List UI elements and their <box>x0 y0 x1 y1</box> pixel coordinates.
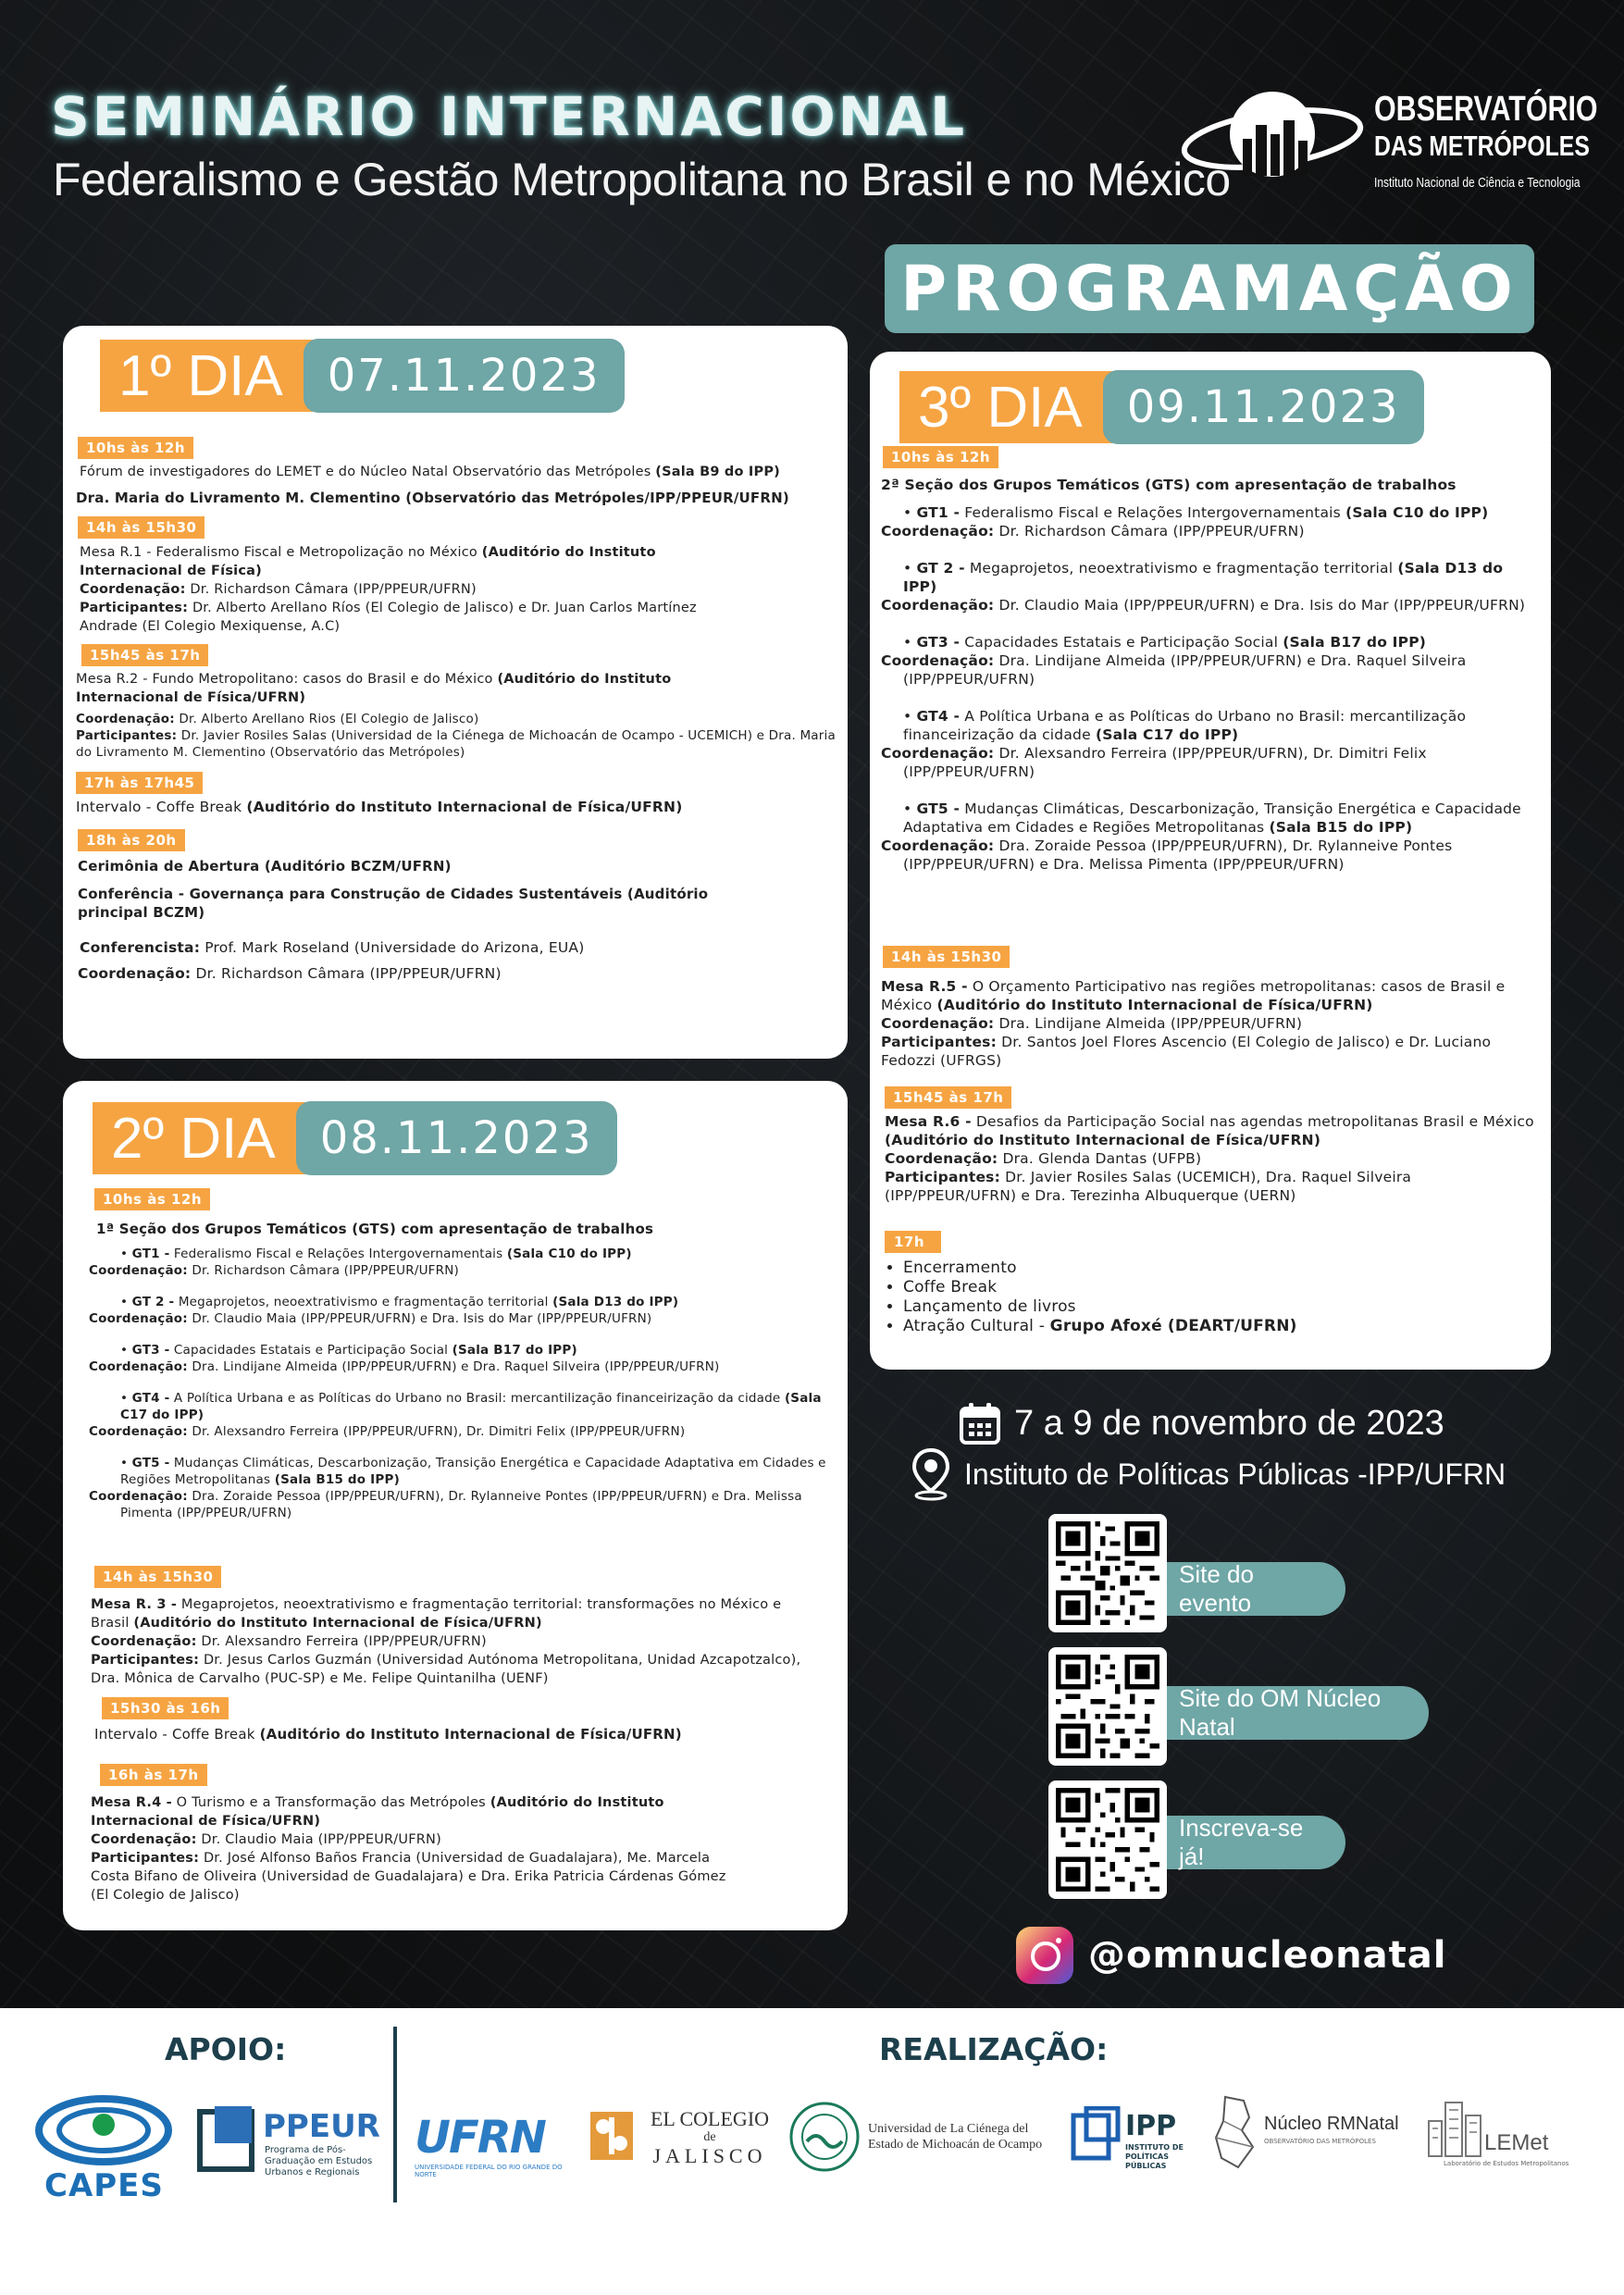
lemet-logo <box>1425 2093 1592 2177</box>
day3-gt-item: • GT4 - A Política Urbana e as Políticas do Urbano no Brasil: mercantilização financeirização da cidade (Sala C17 do IPP) Coordenação: Dr. Alexsandro Ferreira (IPP/PPEUR/UFRN), Dr. Dimitri Felix (IPP/PPEUR/UFRN) <box>881 708 1467 780</box>
qr-code-icon <box>1056 1521 1159 1625</box>
coord-text: Dr. Richardson Câmara (IPP/PPEUR/UFRN) <box>190 582 477 597</box>
day2-gt-item: • GT4 - A Política Urbana e as Políticas do Urbano no Brasil: mercantilização financeirização da cidade (Sala C17 do IPP) Coordenação: Dr. Alexsandro Ferreira (IPP/PPEUR/UFRN), Dr. Dimitri Felix (IPP/PPEUR/UFRN) <box>89 1391 822 1439</box>
ipp-mark-icon <box>1070 2106 1122 2164</box>
colegio-emblem-icon <box>589 2110 635 2162</box>
coord-text: Dr. Claudio Maia (IPP/PPEUR/UFRN) e Dra. Isis do Mar (IPP/PPEUR/UFRN) <box>192 1311 652 1326</box>
participants-text: Dr. Jesus Carlos Guzmán (Universidad Autónoma Metropolitana, Unidad Azcapotzalco), Dra. Mônica de Carvalho (PUC-SP) e Me. Felipe Quintanilha (UENF) <box>91 1653 801 1686</box>
day1-activity-1 <box>80 463 838 481</box>
ufrn-logo <box>415 2112 572 2178</box>
day1-time-4: 17h às 17h45 <box>76 772 203 794</box>
day3-gt-item: • GT 2 - Megaprojetos, neoextrativismo e fragmentação territorial (Sala D13 do IPP) Coordenação: Dr. Claudio Maia (IPP/PPEUR/UFRN) e Dra. Isis do Mar (IPP/PPEUR/UFRN) <box>881 560 1526 614</box>
lemet-text: LEMet <box>1484 2130 1549 2155</box>
day3-gt-item: • GT1 - Federalismo Fiscal e Relações Intergovernamentais (Sala C10 do IPP) Coordenação: Dr. Richardson Câmara (IPP/PPEUR/UFRN) <box>881 504 1489 540</box>
programacao-banner: PROGRAMAÇÃO <box>885 244 1534 333</box>
coord-label: Coordenação: <box>881 837 995 854</box>
closing-item <box>903 1317 1525 1336</box>
coord-label: Coordenação: <box>89 1489 188 1504</box>
nucleo-rmnatal-logo <box>1207 2093 1410 2177</box>
coord-label: Coordenação: <box>881 1015 995 1032</box>
activity-text: Mesa R.1 - Federalismo Fiscal e Metropolização no México <box>80 545 477 560</box>
day1-activity-2 <box>80 543 746 636</box>
coord-text: Dr. Alexsandro Ferreira (IPP/PPEUR/UFRN), Dr. Dimitri Felix (IPP/PPEUR/UFRN) <box>903 745 1427 780</box>
coord-label: Coordenação: <box>881 745 995 762</box>
day1-activity-3-people <box>76 711 844 761</box>
gt-title: A Política Urbana e as Políticas do Urbano no Brasil: mercantilização financeirização da cidade <box>173 1391 781 1406</box>
gt-code: GT5 - <box>916 800 961 817</box>
day1-conferencista <box>80 938 820 957</box>
gt-room: (Sala B15 do IPP) <box>1269 819 1413 836</box>
day2-gt-item: • GT 2 - Megaprojetos, neoextrativismo e fragmentação territorial (Sala D13 do IPP) Coordenação: Dr. Claudio Maia (IPP/PPEUR/UFRN) e Dra. Isis do Mar (IPP/PPEUR/UFRN) <box>89 1295 679 1326</box>
day2-time-3: 15h30 às 16h <box>102 1697 229 1719</box>
gt-title: Capacidades Estatais e Participação Social <box>964 634 1279 651</box>
gt-title: Mudanças Climáticas, Descarbonização, Transição Energética e Capacidade Adaptativa em Cidades e Regiões Metropolitanas <box>903 800 1521 836</box>
capes-logo <box>35 2093 174 2206</box>
colegio-line-1: EL COLEGIO <box>650 2107 770 2130</box>
colegio-jalisco-logo <box>589 2107 774 2175</box>
ppeur-text: PPEUR <box>263 2108 380 2145</box>
cienega-text: Universidad de La Ciénega del Estado de Michoacán de Ocampo <box>868 2122 1043 2152</box>
day3-activity-2 <box>881 977 1538 1070</box>
day1-header <box>100 339 625 413</box>
coord-text: Dr. Richardson Câmara (IPP/PPEUR/UFRN) <box>192 1263 459 1278</box>
seminar-subtitle: Federalismo e Gestão Metropolitana no Brasil e no México <box>53 154 1231 205</box>
activity-text: Desafios da Participação Social nas agendas metropolitanas Brasil e México <box>975 1113 1534 1130</box>
logo-tagline: Instituto Nacional de Ciência e Tecnologia <box>1374 175 1581 191</box>
coord-text: Dra. Glenda Dantas (UFPB) <box>1002 1150 1202 1167</box>
day3-label: 3º DIA <box>899 371 1116 443</box>
coord-label: Coordenação: <box>881 523 995 540</box>
coord-text: Dr. Richardson Câmara (IPP/PPEUR/UFRN) <box>195 965 502 982</box>
capes-text: CAPES <box>44 2167 164 2204</box>
ufrn-text: UFRN <box>415 2112 545 2164</box>
day3-time-1: 10hs às 12h <box>883 446 998 468</box>
closing-item: • Lançamento de livros <box>903 1297 1525 1317</box>
participants-label: Participantes: <box>76 728 178 743</box>
instagram-handle[interactable] <box>1016 1927 1446 1984</box>
lemet-buildings-icon <box>1425 2093 1490 2158</box>
day2-label: 2º DIA <box>93 1102 309 1174</box>
instagram-icon <box>1016 1927 1073 1984</box>
day3-header <box>899 370 1424 444</box>
rmnatal-map-icon <box>1207 2093 1262 2171</box>
day1-time-3: 15h45 às 17h <box>81 644 208 666</box>
day1-activity-3 <box>76 670 751 707</box>
coord-label: Coordenação: <box>881 597 995 614</box>
day1-activity-4 <box>76 798 835 816</box>
participants-text: Dr. Alberto Arellano Ríos (El Colegio de Jalisco) e Dr. Juan Carlos Martínez Andrade (El Colegio Mexiquense, A.C) <box>80 601 697 634</box>
cienega-logo <box>788 2101 1066 2175</box>
coord-label: Coordenação: <box>885 1150 998 1167</box>
activity-text: O Orçamento Participativo nas regiões metropolitanas: casos de Brasil e México <box>881 978 1506 1013</box>
event-place-text: Instituto de Políticas Públicas -IPP/UFRN <box>964 1457 1506 1491</box>
calendar-icon <box>959 1401 1001 1445</box>
qr-code-inscricao[interactable] <box>1048 1780 1167 1899</box>
participants-label: Participantes: <box>91 1653 200 1668</box>
observatorio-logo <box>1180 83 1598 194</box>
activity-text: Intervalo - Coffe Break <box>76 799 242 815</box>
conferencista-text: Prof. Mark Roseland (Universidade do Arizona, EUA) <box>205 939 585 956</box>
gt-title: Capacidades Estatais e Participação Social <box>173 1343 449 1358</box>
gt-room: (Sala B17 do IPP) <box>452 1343 577 1358</box>
day3-panel <box>870 352 1551 1370</box>
coord-text: Dr. Alberto Arellano Rios (El Colegio de Jalisco) <box>179 712 479 726</box>
participants-label: Participantes: <box>881 1034 998 1050</box>
participants-label: Participantes: <box>80 601 189 615</box>
activity-text: Megaprojetos, neoextrativismo e fragmentação territorial: transformações no México e Brasil <box>91 1597 782 1631</box>
day3-gt-item: • GT5 - Mudanças Climáticas, Descarbonização, Transição Energética e Capacidade Adaptativa em Cidades e Regiões Metropolitanas (Sala B15 do IPP) Coordenação: Dra. Zoraide Pessoa (IPP/PPEUR/UFRN), Dr. Rylanneive Pontes (IPP/PPEUR/UFRN) e Dra. Melissa Pimenta (IPP/PPEUR/UFRN) <box>881 800 1521 873</box>
nucleo-subtitle: OBSERVATÓRIO DAS METRÓPOLES <box>1264 2138 1376 2145</box>
day3-time-2: 14h às 15h30 <box>883 946 1010 968</box>
gt-code: GT5 - <box>131 1456 170 1470</box>
gt-code: GT 2 - <box>131 1295 175 1309</box>
gt-code: GT4 - <box>916 708 961 725</box>
activity-room: (Sala B9 do IPP) <box>655 465 780 479</box>
coord-label: Coordenação: <box>76 712 175 726</box>
day2-date: 08.11.2023 <box>296 1101 617 1175</box>
participants-label: Participantes: <box>885 1169 1001 1185</box>
instagram-handle-text: @omnucleonatal <box>1088 1934 1447 1977</box>
participants-text: Dr. Javier Rosiles Salas (Universidad de la Ciénega de Michoacán de Ocampo - UCEMICH) e Dra. Maria do Livramento M. Clementino (Observatório das Metrópoles) <box>76 728 836 760</box>
gt-room: (Sala B17 do IPP) <box>1283 634 1427 651</box>
day1-activity-1-person: Dra. Maria do Livramento M. Clementino (Observatório das Metrópoles/IPP/PPEUR/UFRN) <box>76 490 789 506</box>
day3-activity-3 <box>885 1112 1538 1205</box>
day2-gt-item: • GT5 - Mudanças Climáticas, Descarbonização, Transição Energética e Capacidade Adaptativa em Cidades e Regiões Metropolitanas (Sala B15 do IPP) Coordenação: Dra. Zoraide Pessoa (IPP/PPEUR/UFRN), Dr. Rylanneive Pontes (IPP/PPEUR/UFRN) e Dra. Melissa Pimenta (IPP/PPEUR/UFRN) <box>89 1456 826 1520</box>
coord-label: Coordenação: <box>89 1311 188 1326</box>
qr-code-evento[interactable] <box>1048 1514 1167 1632</box>
activity-room: (Auditório do Instituto Internacional de Física/UFRN) <box>259 1726 682 1743</box>
activity-text: O Turismo e a Transformação das Metrópoles <box>176 1795 486 1810</box>
coord-text: Dr. Claudio Maia (IPP/PPEUR/UFRN) e Dra. Isis do Mar (IPP/PPEUR/UFRN) <box>998 597 1526 614</box>
day3-activity-1: 2ª Seção dos Grupos Temáticos (GTS) com apresentação de trabalhos <box>881 477 1457 493</box>
day2-activity-1: 1ª Seção dos Grupos Temáticos (GTS) com apresentação de trabalhos <box>96 1221 654 1237</box>
coord-text: Dra. Lindijane Almeida (IPP/PPEUR/UFRN) e Dra. Raquel Silveira (IPP/PPEUR/UFRN) <box>903 652 1467 688</box>
gt-room: (Sala C17 do IPP) <box>120 1391 822 1422</box>
day3-time-4: 17h <box>885 1231 941 1253</box>
event-dates-text: 7 a 9 de novembro de 2023 <box>1014 1403 1444 1443</box>
logo-line-2: DAS METRÓPOLES <box>1374 130 1590 162</box>
day1-time-5: 18h às 20h <box>78 829 185 851</box>
gt-room: (Sala C10 do IPP) <box>1345 504 1489 521</box>
gt-title: Megaprojetos, neoextrativismo e fragmentação territorial <box>969 560 1394 577</box>
coord-text: Dr. Alexsandro Ferreira (IPP/PPEUR/UFRN) <box>201 1634 487 1649</box>
day1-activity-6: Conferência - Governança para Construção de Cidades Sustentáveis (Auditório principal BCZM) <box>78 886 709 921</box>
ufrn-subtitle: UNIVERSIDADE FEDERAL DO RIO GRANDE DO NORTE <box>415 2164 563 2178</box>
gt-room: (Sala C17 do IPP) <box>1095 726 1239 743</box>
coord-label: Coordenação: <box>89 1359 188 1374</box>
seminar-title: SEMINÁRIO INTERNACIONAL <box>51 85 968 148</box>
ppeur-subtitle: Programa de Pós-Graduação em Estudos Urbanos e Regionais <box>265 2145 373 2177</box>
gt-code: GT1 - <box>131 1247 170 1261</box>
day1-coordenacao <box>78 964 818 983</box>
gt-code: GT 2 - <box>916 560 965 577</box>
capes-emblem-icon <box>35 2093 174 2167</box>
activity-room: (Auditório do Instituto Internacional de Física/UFRN) <box>885 1132 1321 1148</box>
site-om-button[interactable]: Site do OM Núcleo Natal <box>1160 1686 1429 1740</box>
day3-gt-list <box>877 503 1540 874</box>
activity-text: Mesa R.2 - Fundo Metropolitano: casos do Brasil e do México <box>76 672 493 687</box>
qr-code-om[interactable] <box>1048 1647 1167 1766</box>
day2-activity-2 <box>91 1595 822 1688</box>
day2-gt-item: • GT3 - Capacidades Estatais e Participação Social (Sala B17 do IPP) Coordenação: Dra. Lindijane Almeida (IPP/PPEUR/UFRN) e Dra. Raquel Silveira (IPP/PPEUR/UFRN) <box>89 1343 720 1374</box>
activity-room: (Auditório do Instituto Internacional de Física/UFRN) <box>76 672 672 705</box>
gt-title: Mudanças Climáticas, Descarbonização, Transição Energética e Capacidade Adaptativa em Cidades e Regiões Metropolitanas <box>120 1456 826 1487</box>
coord-label: Coordenação: <box>80 582 186 597</box>
coord-label: Coordenação: <box>91 1634 197 1649</box>
lemet-subtitle: Laboratório de Estudos Metropolitanos <box>1444 2160 1569 2167</box>
coord-text: Dra. Lindijane Almeida (IPP/PPEUR/UFRN) <box>998 1015 1303 1032</box>
day2-time-2: 14h às 15h30 <box>94 1566 221 1588</box>
colegio-line-3: JALISCO <box>652 2144 767 2167</box>
day2-gt-item: • GT1 - Federalismo Fiscal e Relações Intergovernamentais (Sala C10 do IPP) Coordenação: Dr. Richardson Câmara (IPP/PPEUR/UFRN) <box>89 1247 632 1278</box>
coord-label: Coordenação: <box>881 652 995 669</box>
day2-panel <box>63 1081 848 1930</box>
day1-activity-5: Cerimônia de Abertura (Auditório BCZM/UFRN) <box>78 858 452 875</box>
coord-text: Dra. Lindijane Almeida (IPP/PPEUR/UFRN) e Dra. Raquel Silveira (IPP/PPEUR/UFRN) <box>192 1359 720 1374</box>
gt-title: Megaprojetos, neoextrativismo e fragmentação territorial <box>178 1295 549 1309</box>
ipp-logo <box>1070 2106 1199 2171</box>
day2-gt-list <box>89 1246 829 1521</box>
mesa-code: Mesa R.6 - <box>885 1113 972 1130</box>
cienega-seal-icon <box>788 2101 861 2173</box>
coord-text: Dra. Zoraide Pessoa (IPP/PPEUR/UFRN), Dr. Rylanneive Pontes (IPP/PPEUR/UFRN) e Dra. Melissa Pimenta (IPP/PPEUR/UFRN) <box>903 837 1453 873</box>
day2-activity-4 <box>91 1793 738 1904</box>
realizacao-label: REALIZAÇÃO: <box>879 2031 1109 2067</box>
gt-room: (Sala C10 do IPP) <box>506 1247 632 1261</box>
day2-time-4: 16h às 17h <box>100 1764 207 1786</box>
ppeur-mark-icon <box>196 2104 261 2178</box>
location-pin-icon <box>911 1447 951 1501</box>
day2-header <box>93 1101 617 1175</box>
gt-code: GT1 - <box>916 504 961 521</box>
closing-item: • Encerramento <box>903 1259 1525 1278</box>
activity-room: (Auditório do Instituto Internacional de Física) <box>80 545 656 578</box>
day1-date: 07.11.2023 <box>304 339 625 413</box>
event-place <box>911 1447 1506 1501</box>
gt-room: (Sala D13 do IPP) <box>903 560 1504 595</box>
participants-text: Dr. Javier Rosiles Salas (UCEMICH), Dra. Raquel Silveira (IPP/PPEUR/UFRN) e Dra. Terezinha Albuquerque (UERN) <box>885 1169 1412 1204</box>
coord-text: Dr. Claudio Maia (IPP/PPEUR/UFRN) <box>201 1832 441 1847</box>
qr-code-icon <box>1056 1655 1159 1758</box>
mesa-code: Mesa R. 3 - <box>91 1597 178 1612</box>
activity-text: Intervalo - Coffe Break <box>94 1726 255 1743</box>
coord-text: Dr. Richardson Câmara (IPP/PPEUR/UFRN) <box>998 523 1305 540</box>
apoio-label: APOIO: <box>165 2031 287 2067</box>
gt-title: Federalismo Fiscal e Relações Intergovernamentais <box>173 1247 503 1261</box>
observatorio-wordmark <box>1374 91 1598 202</box>
globe-city-icon <box>1180 83 1365 194</box>
logo-line-1: OBSERVATÓRIO <box>1374 90 1598 129</box>
day3-date: 09.11.2023 <box>1103 370 1424 444</box>
coord-text: Dra. Zoraide Pessoa (IPP/PPEUR/UFRN), Dr. Rylanneive Pontes (IPP/PPEUR/UFRN) e Dra. Melissa Pimenta (IPP/PPEUR/UFRN) <box>120 1489 802 1520</box>
colegio-line-2: de <box>703 2130 716 2144</box>
gt-room: (Sala D13 do IPP) <box>552 1295 679 1309</box>
gt-code: GT3 - <box>131 1343 170 1358</box>
day1-label: 1º DIA <box>100 340 316 412</box>
nucleo-text: Núcleo RMNatal <box>1264 2114 1399 2134</box>
ppeur-logo <box>196 2104 391 2178</box>
participants-text: Dr. Santos Joel Flores Ascencio (El Colegio de Jalisco) e Dr. Luciano Fedozzi (UFRGS) <box>881 1034 1492 1069</box>
participants-text: Dr. José Alfonso Baños Francia (Universidad de Guadalajara), Me. Marcela Costa Bifano de Oliveira (Universidad de Guadalajara) e Dra. Erika Patricia Cárdenas Gómez (El Colegio de Jalisco) <box>91 1851 726 1903</box>
day1-time-2: 14h às 15h30 <box>78 516 205 539</box>
activity-room: (Auditório do Instituto Internacional de Física/UFRN) <box>936 997 1373 1013</box>
colegio-text <box>640 2107 779 2167</box>
day3-closing-list <box>877 1259 1525 1336</box>
gt-room: (Sala B15 do IPP) <box>274 1472 400 1487</box>
site-evento-button[interactable]: Site do evento <box>1160 1562 1345 1616</box>
inscreva-button[interactable]: Inscreva-se já! <box>1160 1816 1345 1869</box>
day1-panel <box>63 326 848 1059</box>
coord-label: Coordenação: <box>89 1424 188 1439</box>
activity-room: (Auditório do Instituto Internacional de Física/UFRN) <box>246 799 683 815</box>
day3-gt-item: • GT3 - Capacidades Estatais e Participação Social (Sala B17 do IPP) Coordenação: Dra. Lindijane Almeida (IPP/PPEUR/UFRN) e Dra. Raquel Silveira (IPP/PPEUR/UFRN) <box>881 634 1467 688</box>
coord-label: Coordenação: <box>89 1263 188 1278</box>
activity-text: Fórum de investigadores do LEMET e do Núcleo Natal Observatório das Metrópoles <box>80 465 651 479</box>
day2-time-1: 10hs às 12h <box>94 1188 210 1210</box>
gt-code: GT4 - <box>131 1391 170 1406</box>
coord-label: Coordenação: <box>91 1832 197 1847</box>
closing-text: Atração Cultural - <box>903 1317 1046 1335</box>
gt-code: GT3 - <box>916 634 961 651</box>
activity-room: (Auditório do Instituto Internacional de Física/UFRN) <box>91 1795 664 1829</box>
ipp-subtitle: INSTITUTO DE POLÍTICAS PÚBLICAS <box>1125 2143 1184 2170</box>
conferencista-label: Conferencista: <box>80 939 201 956</box>
ipp-text: IPP <box>1125 2110 1177 2142</box>
gt-title: Federalismo Fiscal e Relações Intergovernamentais <box>964 504 1341 521</box>
activity-room: (Auditório do Instituto Internacional de Física/UFRN) <box>133 1616 542 1631</box>
mesa-code: Mesa R.4 - <box>91 1795 172 1810</box>
event-dates <box>959 1401 1444 1445</box>
day3-time-3: 15h45 às 17h <box>885 1086 1011 1109</box>
gt-title: A Política Urbana e as Políticas do Urbano no Brasil: mercantilização financeirização da cidade <box>903 708 1467 743</box>
day2-activity-3 <box>94 1725 825 1743</box>
closing-item: • Coffe Break <box>903 1278 1525 1297</box>
coord-text: Dr. Alexsandro Ferreira (IPP/PPEUR/UFRN), Dr. Dimitri Felix (IPP/PPEUR/UFRN) <box>192 1424 686 1439</box>
day1-time-1: 10hs às 12h <box>78 437 193 459</box>
mesa-code: Mesa R.5 - <box>881 978 968 995</box>
coord-label: Coordenação: <box>78 965 192 982</box>
participants-label: Participantes: <box>91 1851 200 1866</box>
closing-highlight: Grupo Afoxé (DEART/UFRN) <box>1049 1317 1297 1335</box>
qr-code-icon <box>1056 1788 1159 1892</box>
